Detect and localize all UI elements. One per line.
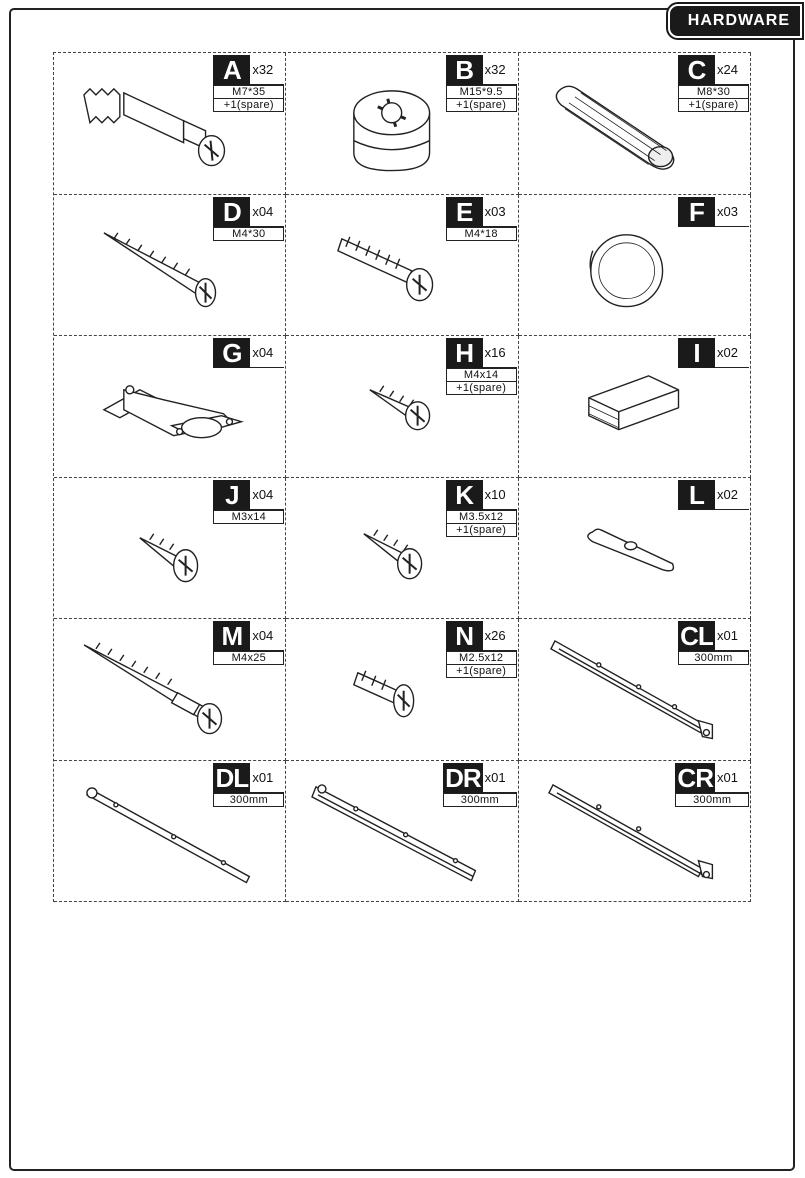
item-letter: CL — [678, 621, 715, 651]
item-quantity: x01 — [483, 763, 517, 793]
item-quantity: x24 — [715, 55, 749, 85]
hardware-cell-n — [286, 619, 518, 761]
hardware-cell-a — [54, 53, 286, 195]
item-quantity: x04 — [250, 197, 284, 227]
item-spare: +1(spare) — [213, 99, 284, 112]
item-spare: +1(spare) — [678, 99, 749, 112]
item-letter: DR — [445, 762, 481, 793]
hardware-cell-e — [286, 195, 518, 337]
item-quantity: x16 — [483, 338, 517, 368]
item-letter: K — [446, 480, 483, 510]
item-spec: M7*35 — [213, 85, 284, 99]
item-quantity: x32 — [483, 55, 517, 85]
item-letter: L — [678, 480, 715, 510]
item-letter: A — [213, 55, 250, 85]
hardware-cell-k — [286, 478, 518, 620]
item-quantity: x26 — [483, 621, 517, 651]
hardware-cell-dr — [286, 761, 518, 903]
item-spec: 300mm — [443, 793, 517, 807]
item-spec: 300mm — [213, 793, 284, 807]
hardware-cell-b — [286, 53, 518, 195]
item-spare: +1(spare) — [446, 524, 517, 537]
hardware-cell-j — [54, 478, 286, 620]
item-spare: +1(spare) — [446, 99, 517, 112]
item-letter: F — [678, 197, 715, 227]
item-spec: M8*30 — [678, 85, 749, 99]
hardware-cell-c — [519, 53, 751, 195]
item-letter: DL — [213, 763, 250, 793]
item-letter: CR — [677, 762, 713, 793]
item-spare: +1(spare) — [446, 665, 517, 678]
hardware-cell-d — [54, 195, 286, 337]
item-quantity: x01 — [715, 763, 749, 793]
hardware-cell-f — [519, 195, 751, 337]
item-spec: M4x25 — [213, 651, 284, 665]
hardware-cell-l — [519, 478, 751, 620]
item-spec: M4*18 — [446, 227, 517, 241]
item-letter: G — [213, 338, 250, 368]
item-letter: H — [446, 338, 483, 368]
item-quantity: x10 — [483, 480, 517, 510]
item-quantity: x03 — [483, 197, 517, 227]
hardware-cell-h — [286, 336, 518, 478]
item-quantity: x04 — [250, 621, 284, 651]
item-letter: M — [213, 621, 250, 651]
item-letter: C — [678, 55, 715, 85]
item-letter: I — [678, 338, 715, 368]
item-spec: M4*30 — [213, 227, 284, 241]
hardware-cell-m — [54, 619, 286, 761]
item-spec: 300mm — [675, 793, 749, 807]
hardware-cell-cr — [519, 761, 751, 903]
item-quantity: x02 — [715, 338, 749, 368]
item-quantity: x04 — [250, 338, 284, 368]
item-quantity: x01 — [250, 763, 284, 793]
item-letter: E — [446, 197, 483, 227]
hardware-cell-cl — [519, 619, 751, 761]
item-spec: M4x14 — [446, 368, 517, 382]
item-spec: M15*9.5 — [446, 85, 517, 99]
item-letter: N — [446, 621, 483, 651]
item-spec: M3.5x12 — [446, 510, 517, 524]
item-spare: +1(spare) — [446, 382, 517, 395]
hardware-cell-g — [54, 336, 286, 478]
item-letter: B — [446, 55, 483, 85]
item-quantity: x02 — [715, 480, 749, 510]
item-letter: D — [213, 197, 250, 227]
item-quantity: x32 — [250, 55, 284, 85]
item-quantity: x04 — [250, 480, 284, 510]
item-spec: 300mm — [678, 651, 749, 665]
item-spec: M3x14 — [213, 510, 284, 524]
hardware-cell-i — [519, 336, 751, 478]
hardware-grid — [53, 52, 751, 902]
item-letter: J — [213, 480, 250, 510]
item-quantity: x01 — [715, 621, 749, 651]
item-spec: M2.5x12 — [446, 651, 517, 665]
item-quantity: x03 — [715, 197, 749, 227]
hardware-header-tab: HARDWARE — [668, 4, 802, 38]
hardware-cell-dl — [54, 761, 286, 903]
